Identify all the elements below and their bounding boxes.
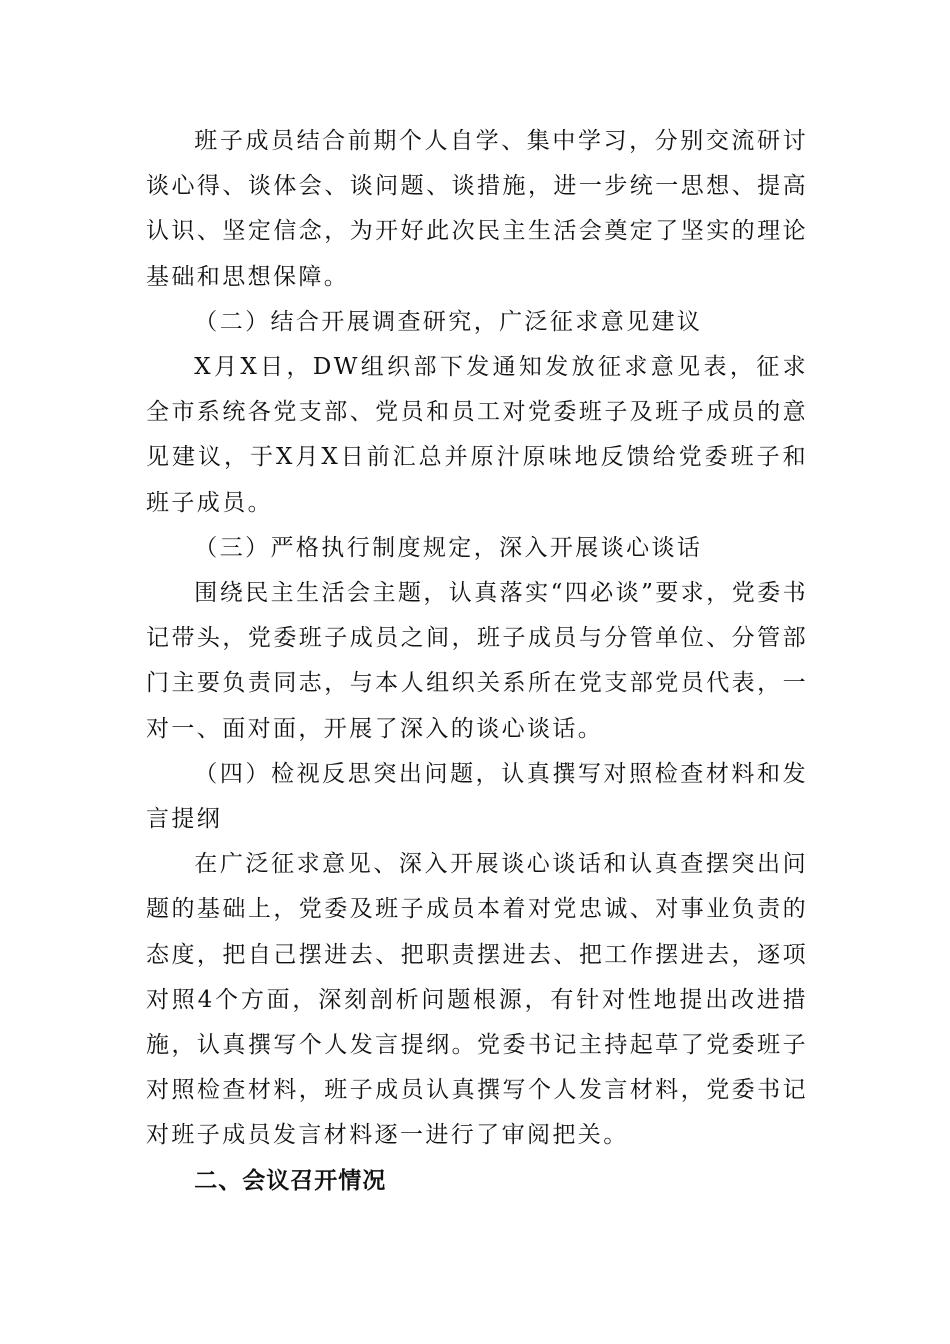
subheading-heart-to-heart-talks: （三）严格执行制度规定，深入开展谈心谈话 <box>194 534 703 561</box>
document-body <box>146 119 808 1204</box>
paragraph-study-exchange: 班子成员结合前期个人自学、集中学习，分别交流研讨谈心得、谈体会、谈问题、谈措施，进一步统一思想、提高认识、坚定信念，为开好此次民主生活会奠定了坚实的理论基础和思想保障。 <box>146 128 808 290</box>
subheading-investigation: （二）结合开展调查研究，广泛征求意见建议 <box>194 308 703 335</box>
subheading-self-examination: （四）检视反思突出问题，认真撰写对照检查材料和发言提纲 <box>146 760 808 833</box>
paragraph-solicit-opinions: X月X日，DW组织部下发通知发放征求意见表，征求全市系统各党支部、党员和员工对党委班子及班子成员的意见建议，于X月X日前汇总并原汁原味地反馈给党委班子和班子成员。 <box>146 354 808 516</box>
section-heading-meeting: 二、会议召开情况 <box>194 1167 387 1194</box>
paragraph-heart-to-heart-talks: 围绕民主生活会主题，认真落实“四必谈”要求，党委书记带头，党委班子成员之间，班子成员与分管单位、分管部门主要负责同志，与本人组织关系所在党支部党员代表，一对一、面对面，开展了深入的谈心谈话。 <box>146 580 808 742</box>
paragraph-self-examination: 在广泛征求意见、深入开展谈心谈话和认真查摆突出问题的基础上，党委及班子成员本着对党忠诚、对事业负责的态度，把自己摆进去、把职责摆进去、把工作摆进去，逐项对照4个方面，深刻剖析问题根源，有针对性地提出改进措施，认真撰写个人发言提纲。党委书记主持起草了党委班子对照检查材料，班子成员认真撰写个人发言材料，党委书记对班子成员发言材料逐一进行了审阅把关。 <box>146 851 808 1149</box>
